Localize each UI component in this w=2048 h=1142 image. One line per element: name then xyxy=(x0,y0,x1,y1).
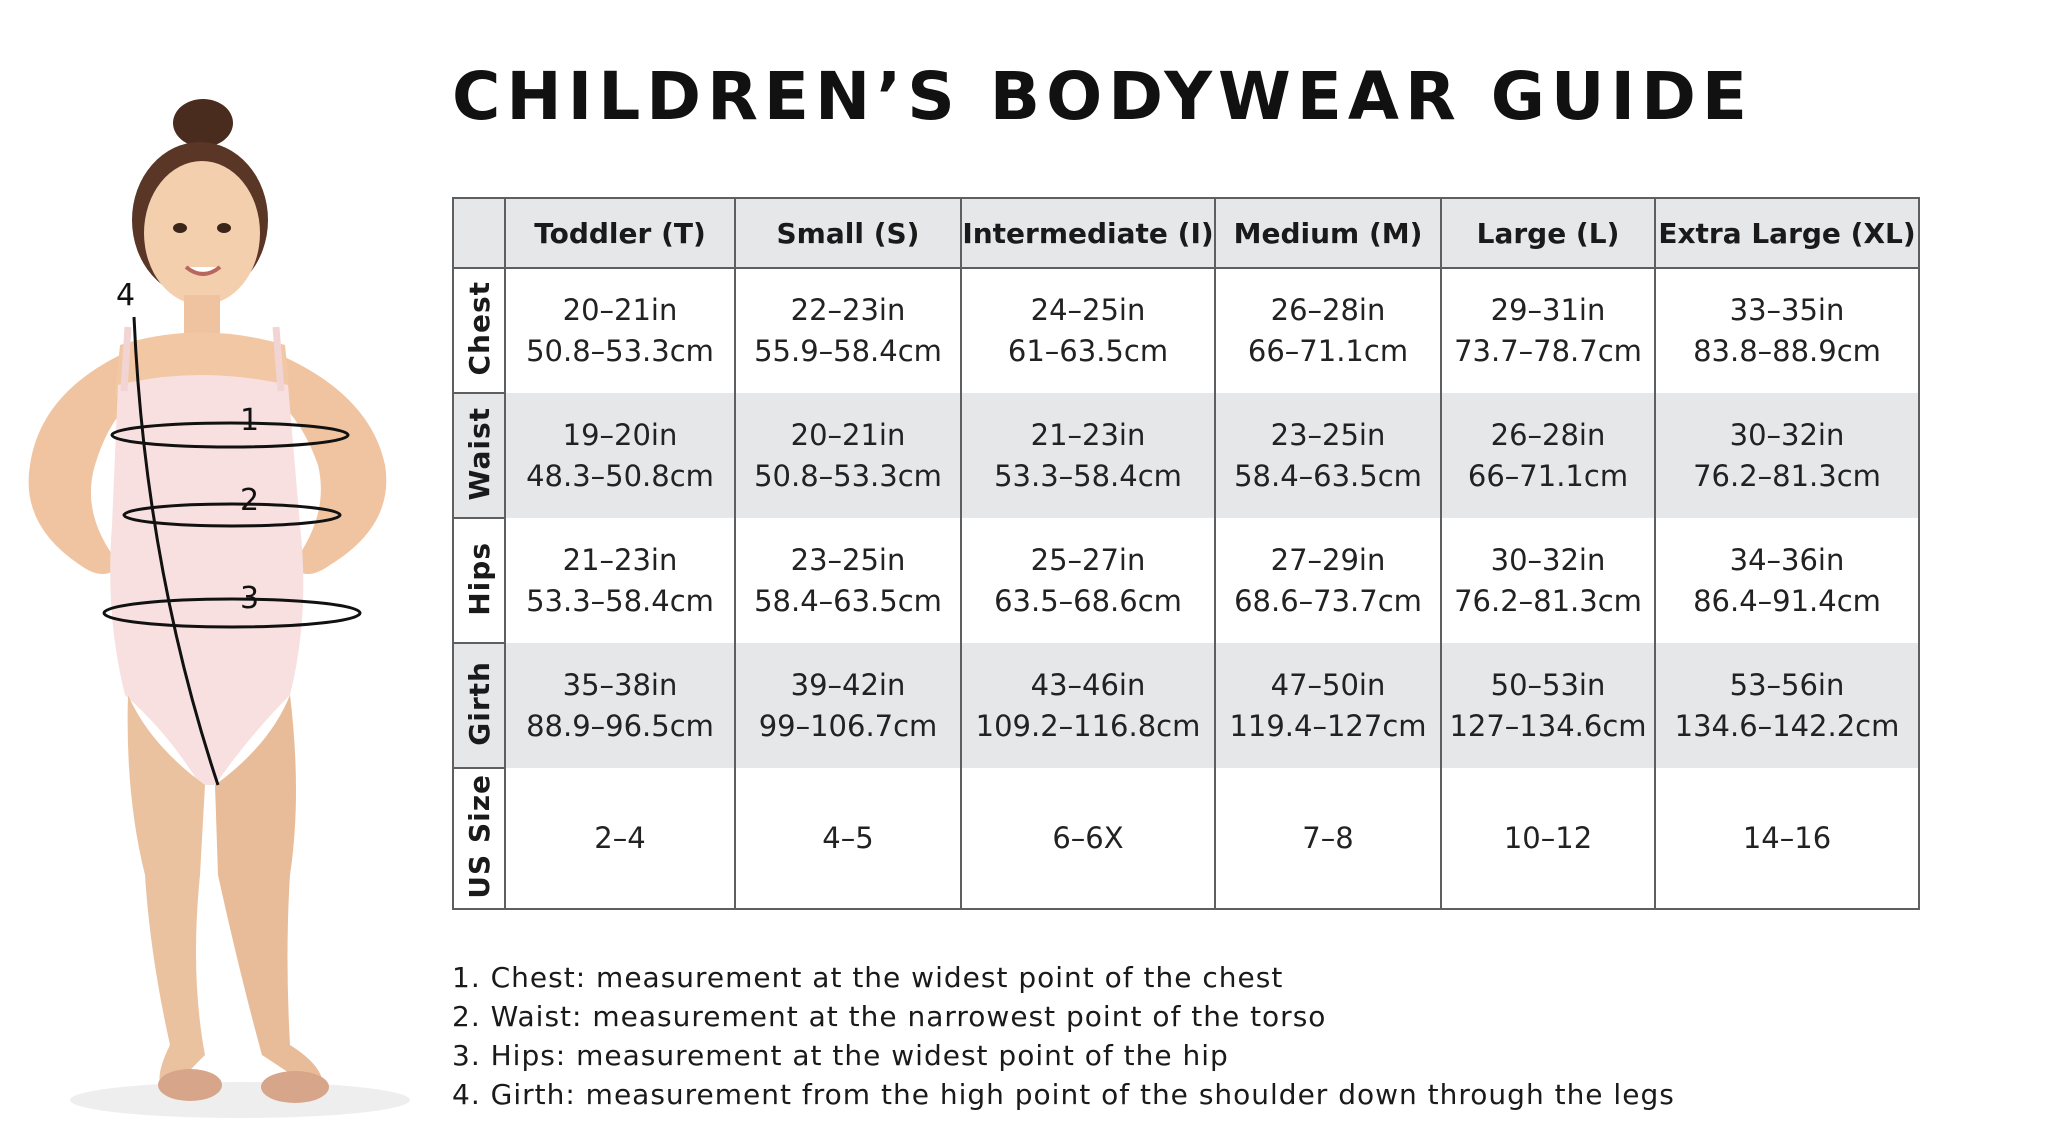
table-cell: 29–31in 73.7–78.7cm xyxy=(1441,268,1655,393)
table-cell: 50–53in 127–134.6cm xyxy=(1441,643,1655,768)
table-row-hips xyxy=(453,518,1919,643)
table-row-chest xyxy=(453,268,1919,393)
marker-4: 4 xyxy=(116,278,136,313)
face xyxy=(144,161,260,305)
size-table xyxy=(452,197,1920,910)
table-cell: 21–23in 53.3–58.4cm xyxy=(505,518,735,643)
row-header: US Size xyxy=(453,768,505,909)
header-row xyxy=(453,198,1919,268)
col-header: Large (L) xyxy=(1441,198,1655,268)
table-cell: 10–12 xyxy=(1441,768,1655,909)
child-measurement-figure xyxy=(0,95,430,1125)
measurement-notes xyxy=(452,958,1675,1114)
table-cell: 33–35in 83.8–88.9cm xyxy=(1655,268,1919,393)
note-item: 1. Chest: measurement at the widest point of the chest xyxy=(452,961,1284,994)
col-header: Extra Large (XL) xyxy=(1655,198,1919,268)
table-cell: 35–38in 88.9–96.5cm xyxy=(505,643,735,768)
row-header: Waist xyxy=(453,393,505,518)
table-cell: 53–56in 134.6–142.2cm xyxy=(1655,643,1919,768)
table-cell: 14–16 xyxy=(1655,768,1919,909)
table-row-us-size xyxy=(453,768,1919,909)
row-header: Hips xyxy=(453,518,505,643)
page-title: CHILDREN’S BODYWEAR GUIDE xyxy=(452,58,1753,135)
table-cell: 23–25in 58.4–63.5cm xyxy=(1215,393,1441,518)
table-cell: 6–6X xyxy=(961,768,1215,909)
table-row-waist xyxy=(453,393,1919,518)
note-item: 3. Hips: measurement at the widest point of the hip xyxy=(452,1039,1229,1072)
col-header: Intermediate (I) xyxy=(961,198,1215,268)
table-cell: 47–50in 119.4–127cm xyxy=(1215,643,1441,768)
table-cell: 43–46in 109.2–116.8cm xyxy=(961,643,1215,768)
table-cell: 19–20in 48.3–50.8cm xyxy=(505,393,735,518)
row-header: Girth xyxy=(453,643,505,768)
table-cell: 25–27in 63.5–68.6cm xyxy=(961,518,1215,643)
table-cell: 20–21in 50.8–53.3cm xyxy=(735,393,961,518)
table-cell: 23–25in 58.4–63.5cm xyxy=(735,518,961,643)
marker-1: 1 xyxy=(240,403,260,438)
table-cell: 27–29in 68.6–73.7cm xyxy=(1215,518,1441,643)
table-cell: 39–42in 99–106.7cm xyxy=(735,643,961,768)
table-row-girth xyxy=(453,643,1919,768)
col-header: Medium (M) xyxy=(1215,198,1441,268)
table-cell: 22–23in 55.9–58.4cm xyxy=(735,268,961,393)
table-cell: 2–4 xyxy=(505,768,735,909)
col-header: Toddler (T) xyxy=(505,198,735,268)
marker-2: 2 xyxy=(240,483,260,518)
col-header: Small (S) xyxy=(735,198,961,268)
corner-cell xyxy=(453,198,505,268)
row-header: Chest xyxy=(453,268,505,393)
table-cell: 34–36in 86.4–91.4cm xyxy=(1655,518,1919,643)
table-cell: 26–28in 66–71.1cm xyxy=(1215,268,1441,393)
table-cell: 26–28in 66–71.1cm xyxy=(1441,393,1655,518)
table-cell: 4–5 xyxy=(735,768,961,909)
table-cell: 30–32in 76.2–81.3cm xyxy=(1441,518,1655,643)
table-cell: 7–8 xyxy=(1215,768,1441,909)
table-cell: 20–21in 50.8–53.3cm xyxy=(505,268,735,393)
hair-bun xyxy=(173,99,233,147)
table-cell: 30–32in 76.2–81.3cm xyxy=(1655,393,1919,518)
note-item: 4. Girth: measurement from the high point of the shoulder down through the legs xyxy=(452,1078,1675,1111)
table-cell: 24–25in 61–63.5cm xyxy=(961,268,1215,393)
marker-3: 3 xyxy=(240,581,260,616)
note-item: 2. Waist: measurement at the narrowest point of the torso xyxy=(452,1000,1327,1033)
table-cell: 21–23in 53.3–58.4cm xyxy=(961,393,1215,518)
